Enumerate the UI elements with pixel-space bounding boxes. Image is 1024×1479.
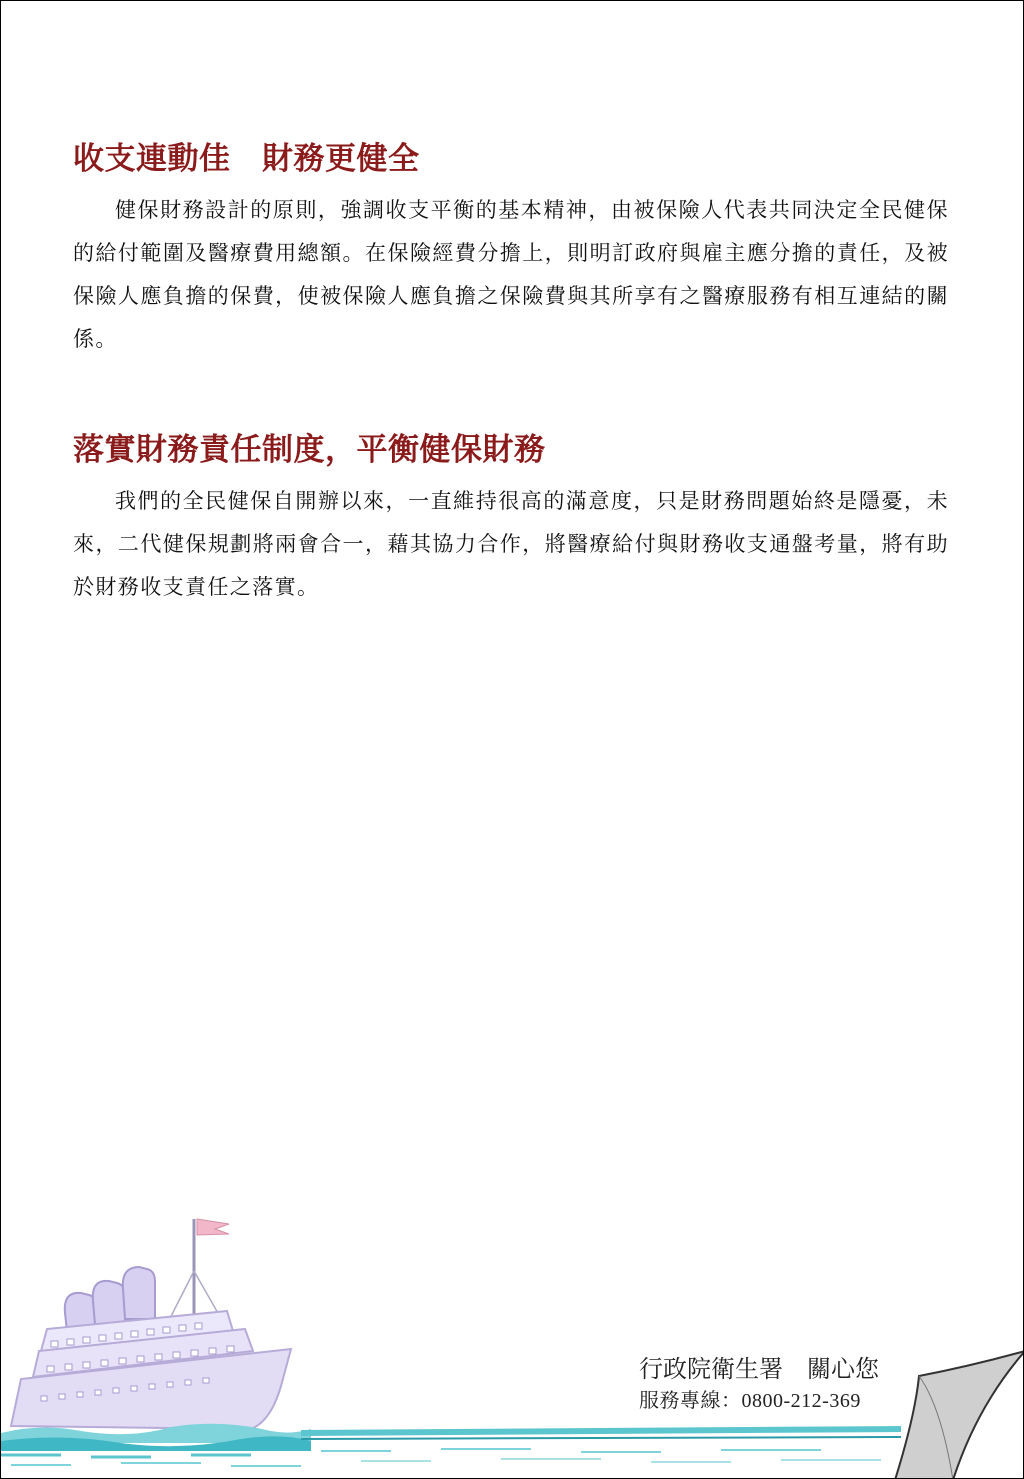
hotline-number: 服務專線：0800-212-369 <box>639 1390 861 1412</box>
org-name: 行政院衛生署 關心您 <box>639 1357 879 1383</box>
sea-waves <box>1 1424 311 1466</box>
footer-credit <box>639 1354 879 1416</box>
cruise-ship-illustration <box>1 1211 311 1471</box>
water-line-decoration <box>301 1419 901 1469</box>
section2-paragraph: 我們的全民健保自開辦以來，一直維持很高的滿意度，只是財務問題始終是隱憂，未來，二代健保規劃將兩會合一，藉其協力合作，將醫療給付與財務收支通盤考量，將有助於財務收支責任之落實。 <box>73 489 949 599</box>
page-curl-corner <box>881 1346 1024 1479</box>
section1-paragraph: 健保財務設計的原則，強調收支平衡的基本精神，由被保險人代表共同決定全民健保的給付範圍及醫療費用總額。在保險經費分擔上，則明訂政府與雇主應分擔的責任，及被保險人應負擔的保費，使被保險人應負擔之保險費與其所享有之醫療服務有相互連結的關係。 <box>73 198 949 351</box>
section1-heading: 收支連動佳 財務更健全 <box>73 141 420 176</box>
section2-heading: 落實財務責任制度，平衡健保財務 <box>73 432 546 467</box>
ship-flag <box>197 1219 229 1235</box>
